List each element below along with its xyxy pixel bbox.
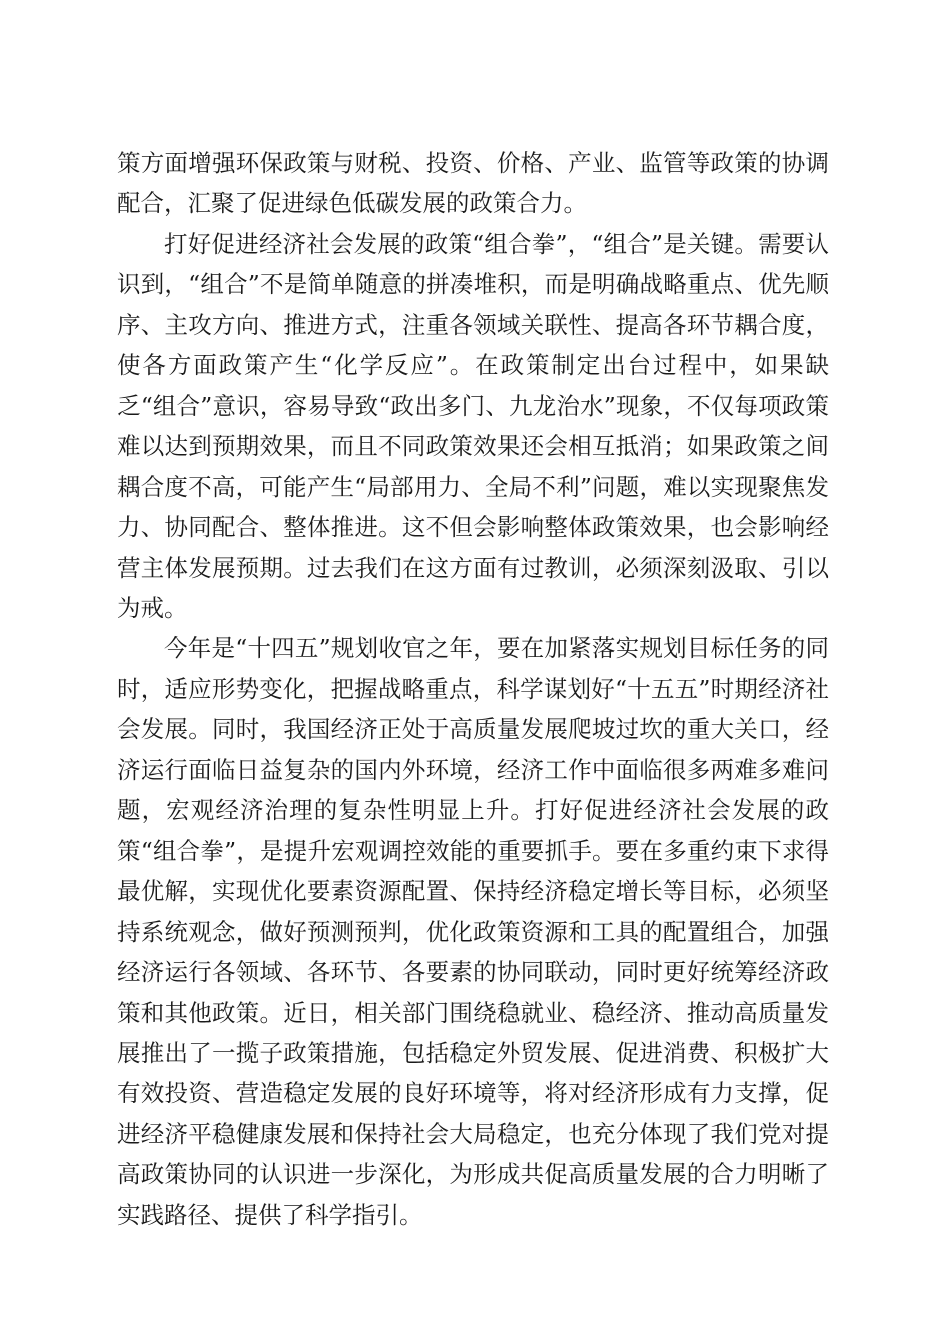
paragraph-3: 今年是“十四五”规划收官之年，要在加紧落实规划目标任务的同时，适应形势变化，把握战略重点，科学谋划好“十五五”时期经济社会发展。同时，我国经济正处于高质量发展爬坡过坎的重大关口，经济运行面临日益复杂的国内外环境，经济工作中面临很多两难多难问题，宏观经济治理的复杂性明显上升。打好促进经济社会发展的政策“组合拳”，是提升宏观调控效能的重要抓手。要在多重约束下求得最优解，实现优化要素资源配置、保持经济稳定增长等目标，必须坚持系统观念，做好预测预判，优化政策资源和工具的配置组合，加强经济运行各领域、各环节、各要素的协同联动，同时更好统筹经济政策和其他政策。近日，相关部门围绕稳就业、稳经济、推动高质量发展推出了一揽子政策措施，包括稳定外贸发展、促进消费、积极扩大有效投资、营造稳定发展的良好环境等，将对经济形成有力支撑，促进经济平稳健康发展和保持社会大局稳定，也充分体现了我们党对提高政策协同的认识进一步深化，为形成共促高质量发展的合力明晰了实践路径、提供了科学指引。: [117, 634, 829, 1229]
paragraph-2: 打好促进经济社会发展的政策“组合拳”，“组合”是关键。需要认识到，“组合”不是简单随意的拼凑堆积，而是明确战略重点、优先顺序、主攻方向、推进方式，注重各领域关联性、提高各环节耦合度，使各方面政策产生“化学反应”。在政策制定出台过程中，如果缺乏“组合”意识，容易导致“政出多门、九龙治水”现象，不仅每项政策难以达到预期效果，而且不同政策效果还会相互抵消；如果政策之间耦合度不高，可能产生“局部用力、全局不利”问题，难以实现聚焦发力、协同配合、整体推进。这不但会影响整体政策效果，也会影响经营主体发展预期。过去我们在这方面有过教训，必须深刻汲取、引以为戒。: [117, 229, 829, 622]
paragraph-1: 策方面增强环保政策与财税、投资、价格、产业、监管等政策的协调配合，汇聚了促进绿色低碳发展的政策合力。: [117, 149, 829, 218]
article-body: [117, 143, 829, 1235]
